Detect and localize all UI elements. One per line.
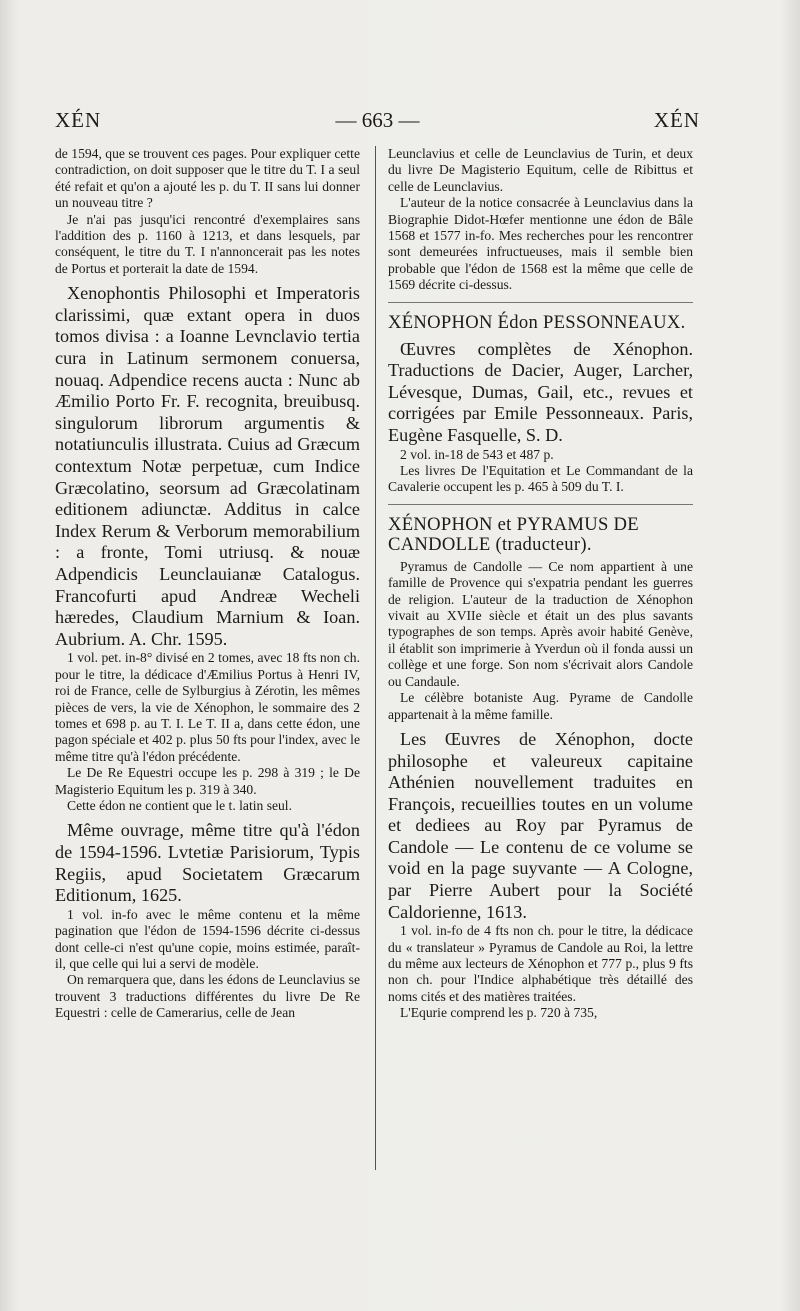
bibliographic-title: Œuvres complètes de Xénophon. Traductions de Dacier, Auger, Larcher, Lévesque, Dumas, Gail, etc., revues et corrigées par Emile Pessonneaux. Paris, Eugène Fasquelle, S. D. [388,338,693,446]
paragraph: Le De Re Equestri occupe les p. 298 à 319 ; le De Magisterio Equitum les p. 319 à 340. [55,765,360,797]
paragraph: L'Equrie comprend les p. 720 à 735, [400,1005,598,1021]
running-header [55,108,700,138]
bibliographic-title: Xenophontis Philosophi et Imperatoris clarissimi, quæ extant opera in duos tomos divisa : a Ioanne Levnclavio tertia cura in Latinum sermonem conuersa, nouaq. Adpendice recens aucta : Nunc ab Æmilio Porto Fr. F. recognita, breuibusq. singulorum librorum argumentis & notatiunculis illustrata. Cuius ad Græcum contextum Notæ perpetuæ, cum Indice Græcolatino, seorsum ad Græcolatinam editionem adiunctæ. Additus in calce Index Rerum & Verborum memorabilium : a fronte, Tomi utriusq. & nouæ Adpendicis Leunclauianæ Catalogus. Francofurti apud Andreæ Wecheli hæredes, Claudium Marnium & Ioan. Aubrium. A. Chr. 1595. [55,283,360,649]
header-right-word: XÉN [653,108,700,132]
paragraph: Leunclavius et celle de Leunclavius de Turin, et deux du livre De Magisterio Equitum, celle de Ribittus et celle de Leunclavius. [388,146,693,194]
section-divider [388,302,693,303]
paragraph: 1 vol. pet. in-8° divisé en 2 tomes, avec 18 fts non ch. pour le titre, la dédicace d'Æmilius Portus à Henri IV, roi de France, celle de Sylburgius à Zérotin, les mêmes pièces de vers, la vie de Xénophon, le sommaire des 2 tomes et 698 p. au T. I. Le T. II a, dans cette édon, une pagon spéciale et 402 p. plus 50 fts pour l'index, avec le même titre qu'à l'édon précédente. [55,650,360,764]
paragraph: Le célèbre botaniste Aug. Pyrame de Candolle appartenait à la même famille. [388,690,693,722]
column-divider [375,146,376,1170]
section-divider [388,504,693,505]
page-number: — 663 — [335,108,420,132]
entry-heading: XÉNOPHON Édon PESSONNEAUX. [388,311,686,333]
bibliographic-title: Même ouvrage, même titre qu'à l'édon de 1594-1596. Lvtetiæ Parisiorum, Typis Regiis, apud Societatem Græcarum Editionum, 1625. [55,820,360,906]
bibliographic-title: Les Œuvres de Xénophon, docte philosophe et valeureux capitaine Athénien nouvellement traduites en François, recueillies toutes en un volume et dediees au Roy par Pyramus de Candole — Le contenu de ce volume se void en la page suyvante — A Cologne, par Pierre Aubert pour la Société Caldorienne, 1613. [388,728,693,922]
paragraph: Pyramus de Candolle — Ce nom appartient à une famille de Provence qui s'expatria pendant les guerres de religion. L'auteur de la traduction de Xénophon vivait au XVIIe siècle et était un des plus savants typographes de son temps. Après avoir habité Genève, il établit son imprimerie à Yverdun où il fonda aussi un collège et une forge. Son nom s'écrivait alors Candole ou Candaule. [388,558,693,689]
paragraph: 1 vol. in-fo de 4 fts non ch. pour le titre, la dédicace du « translateur » Pyramus de Candole au Roi, la lettre du même aux lecteurs de Xénophon et 777 p., plus 9 fts non ch. pour l'Indice alphabétique très détaillé des noms cités et des matières traitées. [388,923,693,1004]
right-column [388,146,693,1022]
paragraph: Les livres De l'Equitation et Le Commandant de la Cavalerie occupent les p. 465 à 509 du T. I. [388,463,693,495]
paragraph: 2 vol. in-18 de 543 et 487 p. [400,446,554,462]
paragraph: 1 vol. in-fo avec le même contenu et la même pagination que l'édon de 1594-1596 décrite ci-dessus dont celle-ci n'est qu'une copie, moins estimée, paraît-il, que celle qui lui a servi de modèle. [55,906,360,971]
left-column [55,146,360,1022]
paragraph: Cette édon ne contient que le t. latin seul. [67,798,292,813]
header-left-word: XÉN [55,108,102,132]
paragraph: On remarquera que, dans les édons de Leunclavius se trouvent 3 traductions différentes du livre De Re Equestri : celle de Camerarius, celle de Jean [55,972,360,1021]
paragraph: Je n'ai pas jusqu'ici rencontré d'exemplaires sans l'addition des p. 1160 à 1213, et dans lesquels, par conséquent, le titre du T. I n'annoncerait pas les notes de Portus et porterait la date de 1594. [55,211,360,276]
entry-heading: XÉNOPHON et PYRAMUS DE CANDOLLE (traducteur). [388,513,639,555]
paragraph: L'auteur de la notice consacrée à Leunclavius dans la Biographie Didot-Hœfer mentionne une édon de Bâle 1568 et 1577 in-fo. Mes recherches pour les rencontrer sont demeurées infructueuses, mais il semble bien probable que l'édon de 1568 est la même que celle de 1569 décrite ci-dessus. [388,195,693,293]
paragraph: de 1594, que se trouvent ces pages. Pour expliquer cette contradiction, on doit supposer que le titre du T. I a seul été refait et qu'on a ajouté les p. du T. II sans lui donner un nouveau titre ? [55,146,360,211]
